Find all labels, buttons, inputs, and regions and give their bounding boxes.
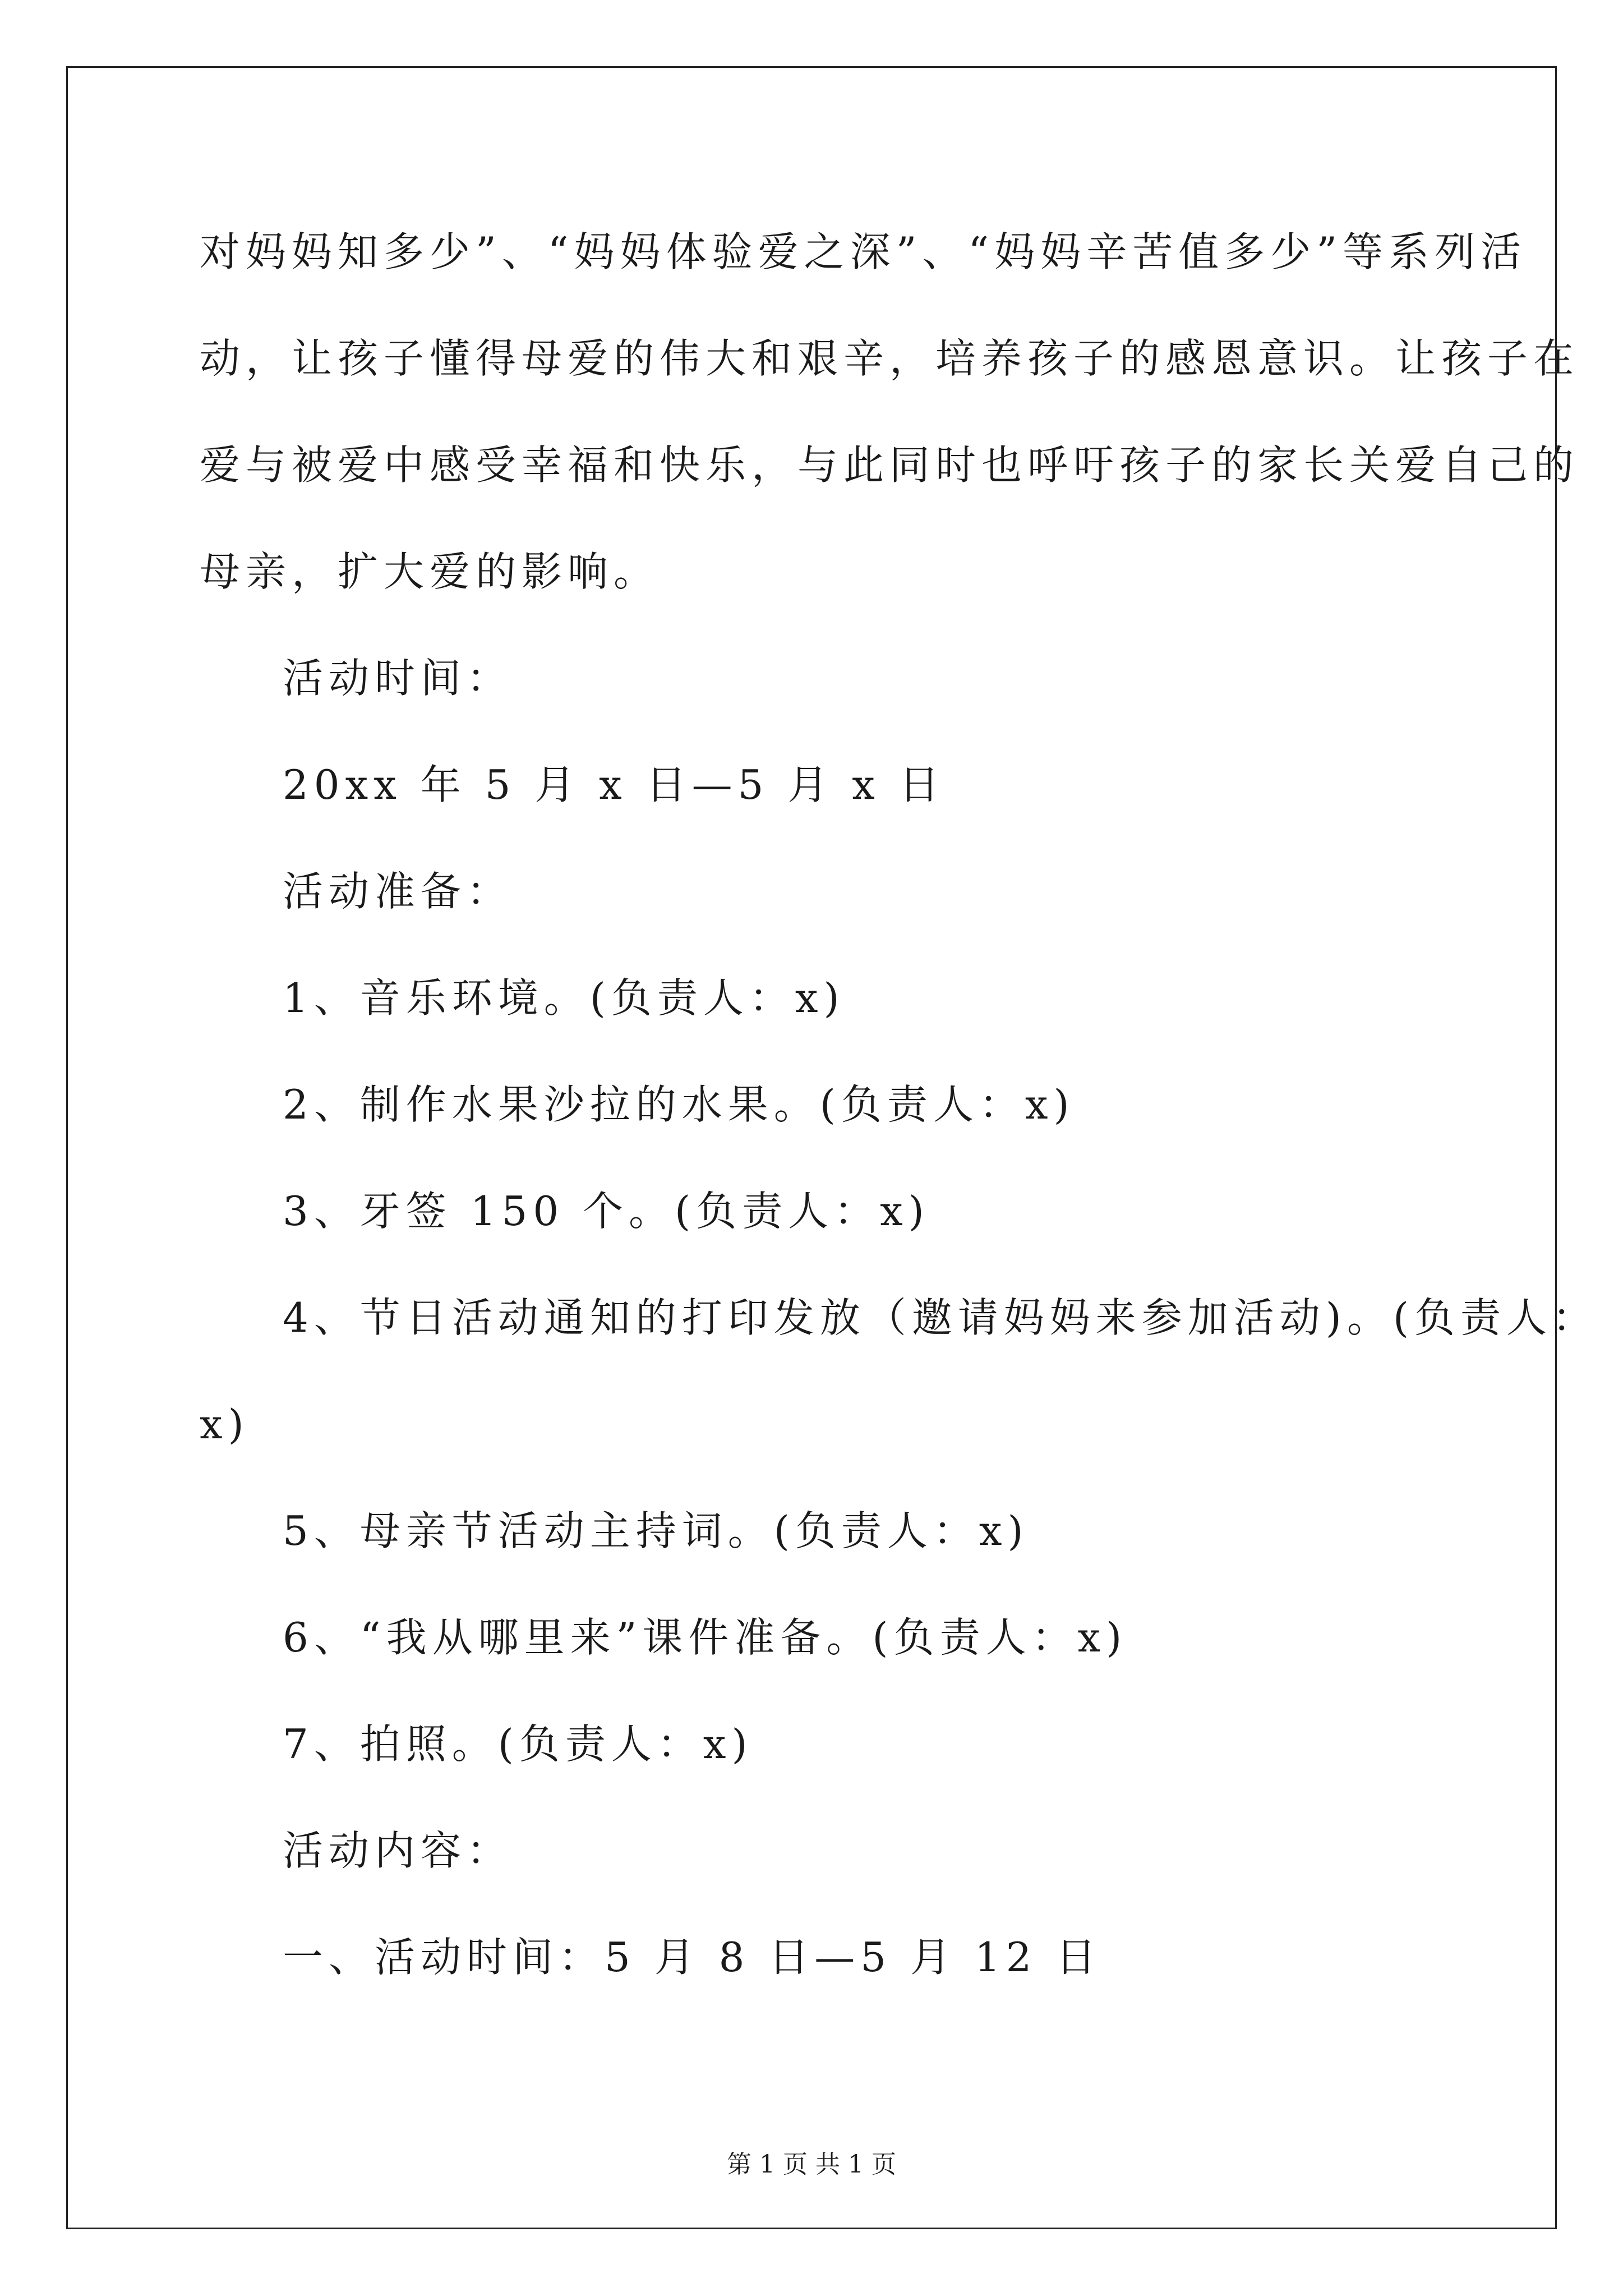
paragraph-line: 爱与被爱中感受幸福和快乐，与此同时也呼吁孩子的家长关爱自己的 [200,441,1580,489]
section-heading-content: 活动内容： [283,1827,513,1874]
paragraph-line: 动，让孩子懂得母爱的伟大和艰辛，培养孩子的感恩意识。让孩子在 [200,335,1580,382]
activity-date-range: 20xx 年 5 月 x 日—5 月 x 日 [283,761,945,808]
list-item: 2、制作水果沙拉的水果。(负责人：x) [283,1081,1075,1128]
list-item: 3、牙签 150 个。(负责人：x) [283,1188,930,1235]
paragraph-line: 对妈妈知多少”、“妈妈体验爱之深”、“妈妈辛苦值多少”等系列活 [200,228,1527,275]
list-item: 4、节日活动通知的打印发放（邀请妈妈来参加活动)。(负责人： [283,1294,1598,1341]
list-item-continuation: x) [200,1401,250,1448]
page-frame [66,66,1598,2229]
section-heading-time: 活动时间： [283,655,513,702]
paragraph-line: 母亲，扩大爱的影响。 [200,548,660,595]
list-item: 1、音乐环境。(负责人：x) [283,974,845,1022]
page-number-footer: 第 1 页 共 1 页 [727,2150,896,2179]
list-item: 5、母亲节活动主持词。(负责人：x) [283,1507,1029,1554]
content-item: 一、活动时间：5 月 8 日—5 月 12 日 [283,1934,1102,1981]
list-item: 7、拍照。(负责人：x) [283,1720,753,1768]
list-item: 6、“我从哪里来”课件准备。(负责人：x) [283,1614,1128,1661]
section-heading-preparation: 活动准备： [283,868,513,915]
